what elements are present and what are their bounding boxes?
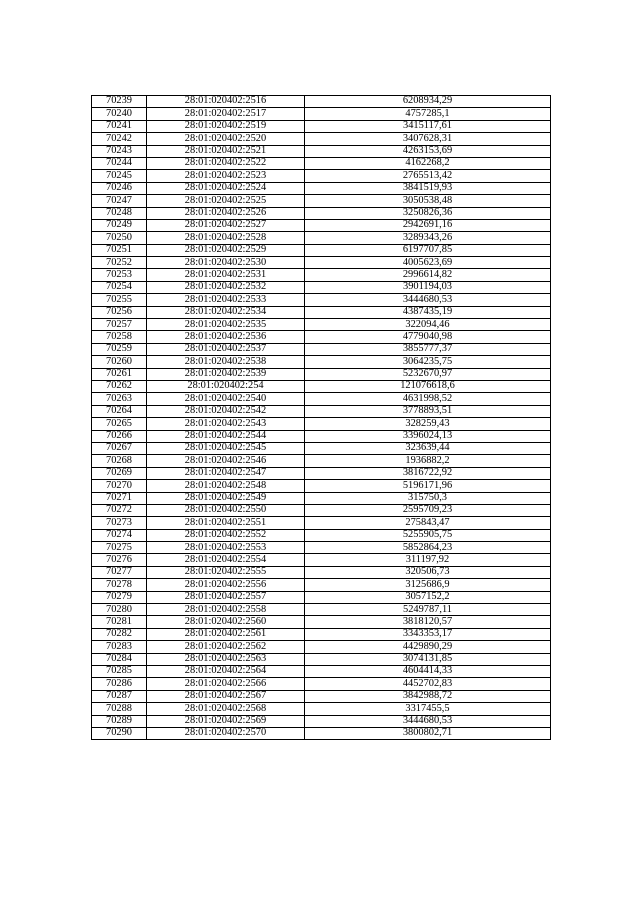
table-row [92, 591, 551, 603]
cadastral-value-cell: 3818120,57 [305, 616, 551, 628]
table-row [92, 96, 551, 108]
cadastral-value-cell: 3074131,85 [305, 653, 551, 665]
cadastral-number-cell: 28:01:020402:2549 [147, 492, 305, 504]
cadastral-value-cell: 5255905,75 [305, 529, 551, 541]
cadastral-value-cell: 3816722,92 [305, 467, 551, 479]
cadastral-number-cell: 28:01:020402:2562 [147, 641, 305, 653]
table-row [92, 467, 551, 479]
cadastral-number-cell: 28:01:020402:2534 [147, 306, 305, 318]
cadastral-value-cell: 2595709,23 [305, 504, 551, 516]
table-row [92, 703, 551, 715]
cadastral-value-cell: 323639,44 [305, 442, 551, 454]
cadastral-number-cell: 28:01:020402:2550 [147, 504, 305, 516]
cadastral-number-cell: 28:01:020402:2557 [147, 591, 305, 603]
table-row [92, 690, 551, 702]
row-number-cell: 70261 [92, 368, 147, 380]
cadastral-value-cell: 3800802,71 [305, 727, 551, 739]
cadastral-value-cell: 1936882,2 [305, 455, 551, 467]
table-row [92, 393, 551, 405]
table-row [92, 232, 551, 244]
table-row [92, 182, 551, 194]
cadastral-number-cell: 28:01:020402:2517 [147, 108, 305, 120]
cadastral-value-cell: 275843,47 [305, 517, 551, 529]
table-row [92, 269, 551, 281]
cadastral-number-cell: 28:01:020402:2535 [147, 319, 305, 331]
cadastral-value-cell: 3901194,03 [305, 281, 551, 293]
cadastral-value-cell: 315750,3 [305, 492, 551, 504]
row-number-cell: 70265 [92, 418, 147, 430]
cadastral-number-cell: 28:01:020402:2527 [147, 219, 305, 231]
row-number-cell: 70284 [92, 653, 147, 665]
row-number-cell: 70274 [92, 529, 147, 541]
cadastral-number-cell: 28:01:020402:2555 [147, 566, 305, 578]
row-number-cell: 70263 [92, 393, 147, 405]
table-row [92, 306, 551, 318]
cadastral-number-cell: 28:01:020402:2526 [147, 207, 305, 219]
cadastral-number-cell: 28:01:020402:2537 [147, 343, 305, 355]
table-row [92, 678, 551, 690]
table-row [92, 455, 551, 467]
row-number-cell: 70239 [92, 96, 147, 108]
row-number-cell: 70279 [92, 591, 147, 603]
cadastral-value-cell: 3407628,31 [305, 133, 551, 145]
table-row [92, 504, 551, 516]
table-row [92, 405, 551, 417]
cadastral-number-cell: 28:01:020402:2520 [147, 133, 305, 145]
table-row [92, 529, 551, 541]
cadastral-value-cell: 4757285,1 [305, 108, 551, 120]
cadastral-number-cell: 28:01:020402:2570 [147, 727, 305, 739]
table-row [92, 641, 551, 653]
table-row [92, 257, 551, 269]
row-number-cell: 70240 [92, 108, 147, 120]
cadastral-number-cell: 28:01:020402:2524 [147, 182, 305, 194]
cadastral-number-cell: 28:01:020402:2569 [147, 715, 305, 727]
table-row [92, 542, 551, 554]
row-number-cell: 70244 [92, 157, 147, 169]
row-number-cell: 70249 [92, 219, 147, 231]
cadastral-value-cell: 6197707,85 [305, 244, 551, 256]
cadastral-number-cell: 28:01:020402:2563 [147, 653, 305, 665]
row-number-cell: 70262 [92, 380, 147, 392]
row-number-cell: 70251 [92, 244, 147, 256]
cadastral-number-cell: 28:01:020402:2525 [147, 195, 305, 207]
cadastral-value-cell: 3415117,61 [305, 120, 551, 132]
row-number-cell: 70272 [92, 504, 147, 516]
table-row [92, 727, 551, 739]
row-number-cell: 70273 [92, 517, 147, 529]
row-number-cell: 70250 [92, 232, 147, 244]
row-number-cell: 70283 [92, 641, 147, 653]
cadastral-number-cell: 28:01:020402:2564 [147, 665, 305, 677]
cadastral-value-cell: 322094,46 [305, 319, 551, 331]
cadastral-number-cell: 28:01:020402:2523 [147, 170, 305, 182]
cadastral-number-cell: 28:01:020402:2532 [147, 281, 305, 293]
table-row [92, 343, 551, 355]
row-number-cell: 70280 [92, 604, 147, 616]
table-row [92, 219, 551, 231]
row-number-cell: 70260 [92, 356, 147, 368]
cadastral-number-cell: 28:01:020402:2530 [147, 257, 305, 269]
row-number-cell: 70254 [92, 281, 147, 293]
cadastral-number-cell: 28:01:020402:2519 [147, 120, 305, 132]
cadastral-value-cell: 4263153,69 [305, 145, 551, 157]
cadastral-number-cell: 28:01:020402:2561 [147, 628, 305, 640]
row-number-cell: 70271 [92, 492, 147, 504]
row-number-cell: 70278 [92, 579, 147, 591]
cadastral-value-cell: 3289343,26 [305, 232, 551, 244]
table-row [92, 604, 551, 616]
row-number-cell: 70288 [92, 703, 147, 715]
cadastral-value-cell: 5232670,97 [305, 368, 551, 380]
cadastral-value-cell: 4779040,98 [305, 331, 551, 343]
cadastral-number-cell: 28:01:020402:2568 [147, 703, 305, 715]
row-number-cell: 70277 [92, 566, 147, 578]
table-row [92, 145, 551, 157]
table-row [92, 356, 551, 368]
cadastral-number-cell: 28:01:020402:2566 [147, 678, 305, 690]
cadastral-number-cell: 28:01:020402:2554 [147, 554, 305, 566]
table-row [92, 281, 551, 293]
cadastral-value-cell: 311197,92 [305, 554, 551, 566]
cadastral-value-cell: 2996614,82 [305, 269, 551, 281]
table-row [92, 715, 551, 727]
table-row [92, 665, 551, 677]
row-number-cell: 70248 [92, 207, 147, 219]
cadastral-number-cell: 28:01:020402:2538 [147, 356, 305, 368]
cadastral-number-cell: 28:01:020402:254 [147, 380, 305, 392]
cadastral-value-cell: 2765513,42 [305, 170, 551, 182]
cadastral-value-cell: 320506,73 [305, 566, 551, 578]
table-row [92, 579, 551, 591]
cadastral-number-cell: 28:01:020402:2536 [147, 331, 305, 343]
table-row [92, 492, 551, 504]
table-row [92, 207, 551, 219]
cadastral-value-cell: 3444680,53 [305, 715, 551, 727]
cadastral-value-cell: 328259,43 [305, 418, 551, 430]
table-row [92, 133, 551, 145]
cadastral-number-cell: 28:01:020402:2552 [147, 529, 305, 541]
cadastral-value-cell: 4604414,33 [305, 665, 551, 677]
cadastral-number-cell: 28:01:020402:2516 [147, 96, 305, 108]
cadastral-value-cell: 5249787,11 [305, 604, 551, 616]
cadastral-value-cell: 3343353,17 [305, 628, 551, 640]
table-row [92, 157, 551, 169]
table-row [92, 294, 551, 306]
table-row [92, 517, 551, 529]
row-number-cell: 70285 [92, 665, 147, 677]
table-row [92, 319, 551, 331]
table-row [92, 628, 551, 640]
row-number-cell: 70281 [92, 616, 147, 628]
cadastral-number-cell: 28:01:020402:2548 [147, 480, 305, 492]
cadastral-number-cell: 28:01:020402:2540 [147, 393, 305, 405]
row-number-cell: 70242 [92, 133, 147, 145]
cadastral-number-cell: 28:01:020402:2522 [147, 157, 305, 169]
cadastral-value-cell: 3842988,72 [305, 690, 551, 702]
cadastral-value-cell: 2942691,16 [305, 219, 551, 231]
cadastral-value-table [91, 95, 551, 740]
cadastral-value-cell: 121076618,6 [305, 380, 551, 392]
row-number-cell: 70268 [92, 455, 147, 467]
row-number-cell: 70243 [92, 145, 147, 157]
cadastral-number-cell: 28:01:020402:2551 [147, 517, 305, 529]
row-number-cell: 70269 [92, 467, 147, 479]
table-row [92, 244, 551, 256]
cadastral-value-cell: 3855777,37 [305, 343, 551, 355]
cadastral-number-cell: 28:01:020402:2560 [147, 616, 305, 628]
row-number-cell: 70266 [92, 430, 147, 442]
table-row [92, 368, 551, 380]
cadastral-value-cell: 4429890,29 [305, 641, 551, 653]
row-number-cell: 70289 [92, 715, 147, 727]
row-number-cell: 70256 [92, 306, 147, 318]
cadastral-number-cell: 28:01:020402:2547 [147, 467, 305, 479]
row-number-cell: 70270 [92, 480, 147, 492]
cadastral-value-cell: 3125686,9 [305, 579, 551, 591]
cadastral-value-cell: 3250826,36 [305, 207, 551, 219]
cadastral-value-cell: 4452702,83 [305, 678, 551, 690]
cadastral-number-cell: 28:01:020402:2545 [147, 442, 305, 454]
cadastral-value-cell: 4387435,19 [305, 306, 551, 318]
cadastral-value-cell: 3444680,53 [305, 294, 551, 306]
table-row [92, 331, 551, 343]
row-number-cell: 70252 [92, 257, 147, 269]
table-row [92, 120, 551, 132]
row-number-cell: 70275 [92, 542, 147, 554]
row-number-cell: 70246 [92, 182, 147, 194]
cadastral-value-cell: 3317455,5 [305, 703, 551, 715]
table-row [92, 418, 551, 430]
table-row [92, 108, 551, 120]
cadastral-value-cell: 3050538,48 [305, 195, 551, 207]
table-row [92, 566, 551, 578]
cadastral-value-cell: 4631998,52 [305, 393, 551, 405]
table-row [92, 554, 551, 566]
cadastral-value-cell: 4162268,2 [305, 157, 551, 169]
cadastral-value-cell: 3057152,2 [305, 591, 551, 603]
cadastral-value-cell: 5196171,96 [305, 480, 551, 492]
cadastral-number-cell: 28:01:020402:2544 [147, 430, 305, 442]
table-row [92, 430, 551, 442]
cadastral-value-cell: 6208934,29 [305, 96, 551, 108]
table-row [92, 380, 551, 392]
cadastral-number-cell: 28:01:020402:2542 [147, 405, 305, 417]
row-number-cell: 70247 [92, 195, 147, 207]
row-number-cell: 70253 [92, 269, 147, 281]
cadastral-number-cell: 28:01:020402:2553 [147, 542, 305, 554]
table-row [92, 195, 551, 207]
table-body [92, 96, 551, 740]
cadastral-number-cell: 28:01:020402:2539 [147, 368, 305, 380]
row-number-cell: 70264 [92, 405, 147, 417]
cadastral-value-cell: 3841519,93 [305, 182, 551, 194]
row-number-cell: 70290 [92, 727, 147, 739]
cadastral-number-cell: 28:01:020402:2531 [147, 269, 305, 281]
table-row [92, 442, 551, 454]
row-number-cell: 70241 [92, 120, 147, 132]
row-number-cell: 70267 [92, 442, 147, 454]
row-number-cell: 70257 [92, 319, 147, 331]
cadastral-value-cell: 5852864,23 [305, 542, 551, 554]
row-number-cell: 70258 [92, 331, 147, 343]
cadastral-number-cell: 28:01:020402:2546 [147, 455, 305, 467]
cadastral-number-cell: 28:01:020402:2558 [147, 604, 305, 616]
row-number-cell: 70245 [92, 170, 147, 182]
cadastral-number-cell: 28:01:020402:2567 [147, 690, 305, 702]
table-row [92, 480, 551, 492]
row-number-cell: 70287 [92, 690, 147, 702]
row-number-cell: 70259 [92, 343, 147, 355]
table-row [92, 616, 551, 628]
cadastral-number-cell: 28:01:020402:2529 [147, 244, 305, 256]
cadastral-value-cell: 3064235,75 [305, 356, 551, 368]
row-number-cell: 70282 [92, 628, 147, 640]
cadastral-number-cell: 28:01:020402:2533 [147, 294, 305, 306]
cadastral-number-cell: 28:01:020402:2556 [147, 579, 305, 591]
row-number-cell: 70286 [92, 678, 147, 690]
row-number-cell: 70276 [92, 554, 147, 566]
cadastral-value-cell: 3778893,51 [305, 405, 551, 417]
cadastral-number-cell: 28:01:020402:2543 [147, 418, 305, 430]
cadastral-number-cell: 28:01:020402:2528 [147, 232, 305, 244]
cadastral-value-cell: 4005623,69 [305, 257, 551, 269]
table-row [92, 653, 551, 665]
cadastral-number-cell: 28:01:020402:2521 [147, 145, 305, 157]
cadastral-value-cell: 3396024,13 [305, 430, 551, 442]
table-row [92, 170, 551, 182]
row-number-cell: 70255 [92, 294, 147, 306]
